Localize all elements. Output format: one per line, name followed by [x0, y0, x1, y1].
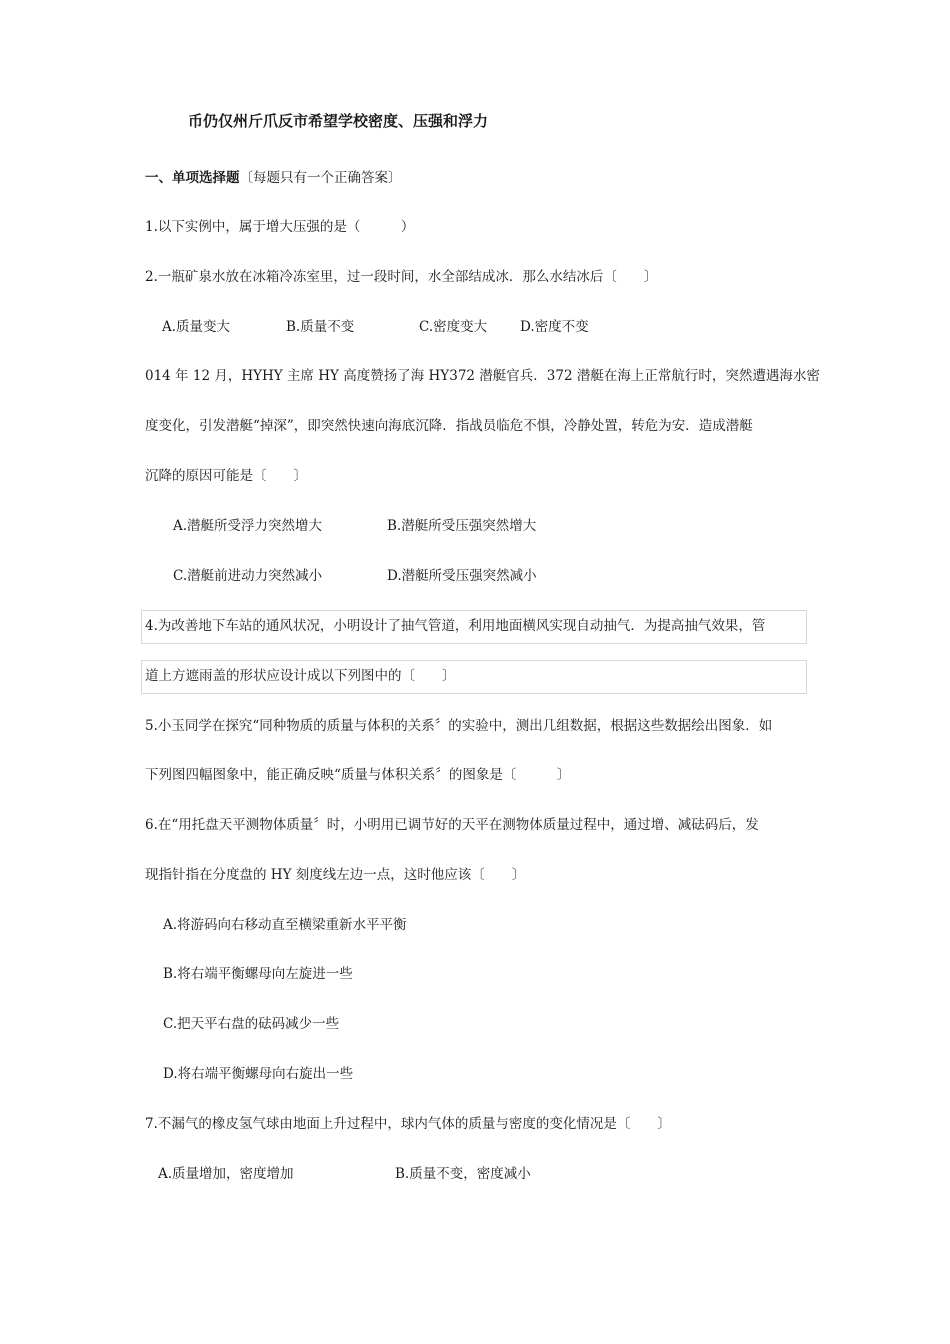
q3-option-d: D.潜艇所受压强突然减小	[387, 568, 537, 584]
q2-option-a: A.质量变大	[162, 319, 231, 335]
question-4-line-1: 4.为改善地下车站的通风状况，小明设计了抽气管道，利用地面横风实现自动抽气．为提高抽气效果，管	[145, 618, 766, 634]
question-3-line-3: 沉降的原因可能是〔 〕	[145, 468, 307, 484]
document-title: 币仍仅州斤爪反市希望学校密度、压强和浮力	[188, 112, 489, 130]
q2-option-b: B.质量不变	[286, 319, 355, 335]
question-3-line-1: 014 年 12 月，HYHY 主席 HY 高度赞扬了海 HY372 潜艇官兵．372 潜艇在海上正常航行时，突然遭遇海水密	[145, 368, 820, 384]
question-5-line-1: 5.小玉同学在探究“同种物质的质量与体积的关系〞的实验中，测出几组数据，根据这些数据绘出图象．如	[145, 718, 773, 734]
q7-option-a: A.质量增加，密度增加	[158, 1166, 294, 1182]
q7-option-b: B.质量不变，密度减小	[395, 1166, 531, 1182]
q6-option-b: B.将右端平衡螺母向左旋进一些	[163, 966, 353, 982]
question-2: 2.一瓶矿泉水放在冰箱冷冻室里，过一段时间，水全部结成冰．那么水结冰后〔 〕	[145, 269, 658, 285]
q3-option-a: A.潜艇所受浮力突然增大	[173, 518, 323, 534]
question-6-line-1: 6.在“用托盘天平测物体质量〞时，小明用已调节好的天平在测物体质量过程中，通过增、减砝码后，发	[145, 817, 759, 833]
section-heading	[145, 168, 402, 188]
q2-option-d: D.密度不变	[520, 319, 589, 335]
question-6-line-2: 现指针指在分度盘的 HY 刻度线左边一点，这时他应该〔 〕	[145, 867, 526, 883]
question-7: 7.不漏气的橡皮氢气球由地面上升过程中，球内气体的质量与密度的变化情况是〔 〕	[145, 1116, 671, 1132]
question-4-line-2: 道上方遮雨盖的形状应设计成以下列图中的〔 〕	[145, 668, 456, 684]
q6-option-d: D.将右端平衡螺母向右旋出一些	[163, 1066, 354, 1082]
section-note: 〔每题只有一个正确答案〕	[239, 170, 402, 186]
section-title: 一、单项选择题	[145, 170, 240, 186]
q3-option-b: B.潜艇所受压强突然增大	[387, 518, 537, 534]
question-5-line-2: 下列图四幅图象中，能正确反映“质量与体积关系〞的图象是〔 〕	[145, 767, 571, 783]
q2-option-c: C.密度变大	[419, 319, 488, 335]
q6-option-c: C.把天平右盘的砝码减少一些	[163, 1016, 340, 1032]
question-1: 1.以下实例中，属于增大压强的是（ ）	[145, 219, 415, 235]
q6-option-a: A.将游码向右移动直至横梁重新水平平衡	[163, 917, 407, 933]
question-3-line-2: 度变化，引发潜艇“掉深”，即突然快速向海底沉降．指战员临危不惧，冷静处置，转危为安．造成潜艇	[145, 418, 753, 434]
q3-option-c: C.潜艇前进动力突然减小	[173, 568, 323, 584]
